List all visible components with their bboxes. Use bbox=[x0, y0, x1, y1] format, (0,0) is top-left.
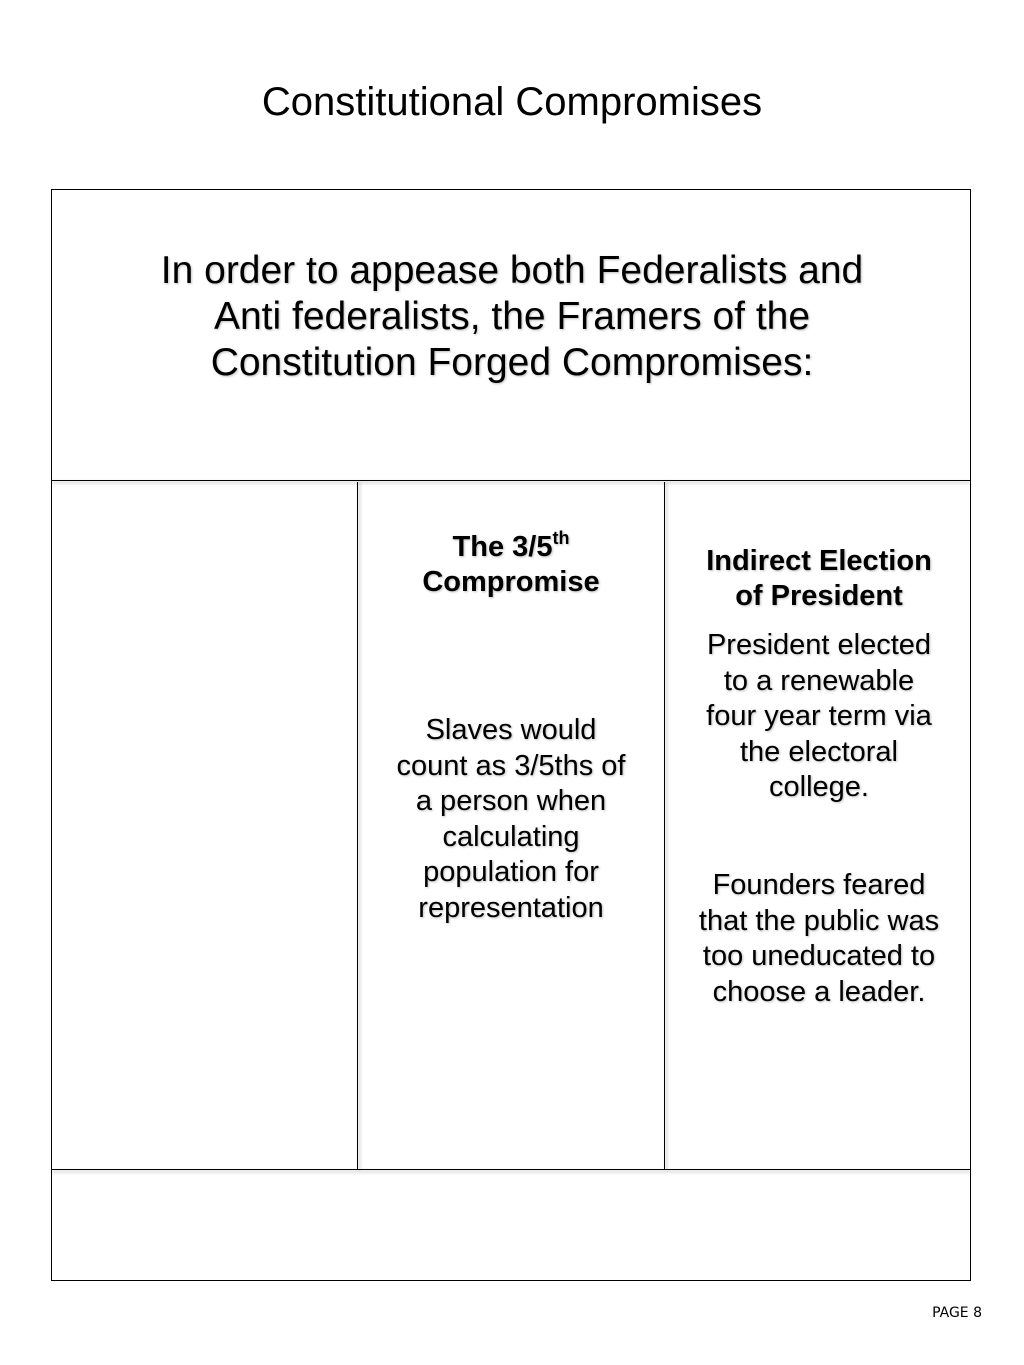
body-line: Slaves would bbox=[425, 714, 597, 746]
body-line: Founders feared bbox=[712, 869, 926, 901]
heading-superscript: th bbox=[552, 528, 570, 548]
body-line: four year term via bbox=[706, 700, 932, 732]
indirect-election-body bbox=[672, 628, 966, 806]
founders-feared-text bbox=[672, 868, 966, 1010]
body-line: population for bbox=[423, 856, 599, 888]
intro-text bbox=[80, 248, 944, 386]
row-divider-bottom bbox=[52, 1169, 971, 1170]
column-divider-2 bbox=[664, 482, 665, 1170]
three-fifths-heading bbox=[370, 530, 652, 600]
row-divider-top bbox=[52, 480, 971, 481]
body-line: to a renewable bbox=[723, 664, 915, 697]
heading-text: The 3/5 bbox=[452, 531, 553, 563]
column-divider-1 bbox=[357, 482, 358, 1170]
page-number: PAGE 8 bbox=[932, 1305, 982, 1321]
body-line: too uneducated to bbox=[702, 940, 936, 972]
body-line: a person when bbox=[415, 785, 607, 817]
intro-line: Constitution Forged Compromises: bbox=[210, 341, 814, 384]
body-line: choose a leader. bbox=[712, 975, 926, 1008]
heading-line: of President bbox=[735, 580, 903, 612]
page-title: Constitutional Compromises bbox=[261, 80, 763, 124]
intro-line: Anti federalists, the Framers of the bbox=[213, 295, 811, 338]
heading-line bbox=[370, 530, 652, 565]
body-line: calculating bbox=[442, 820, 580, 853]
body-line: that the public was bbox=[698, 904, 940, 937]
heading-line: Indirect Election bbox=[706, 545, 932, 577]
body-line: President elected bbox=[706, 629, 932, 661]
body-line: count as 3/5ths of bbox=[396, 749, 626, 782]
three-fifths-body bbox=[370, 713, 652, 926]
intro-line: In order to appease both Federalists and bbox=[160, 249, 864, 292]
heading-line: Compromise bbox=[422, 566, 600, 598]
body-line: the electoral bbox=[740, 735, 898, 768]
body-line: representation bbox=[418, 891, 604, 924]
body-line: college. bbox=[769, 771, 869, 803]
indirect-election-heading bbox=[672, 544, 966, 614]
